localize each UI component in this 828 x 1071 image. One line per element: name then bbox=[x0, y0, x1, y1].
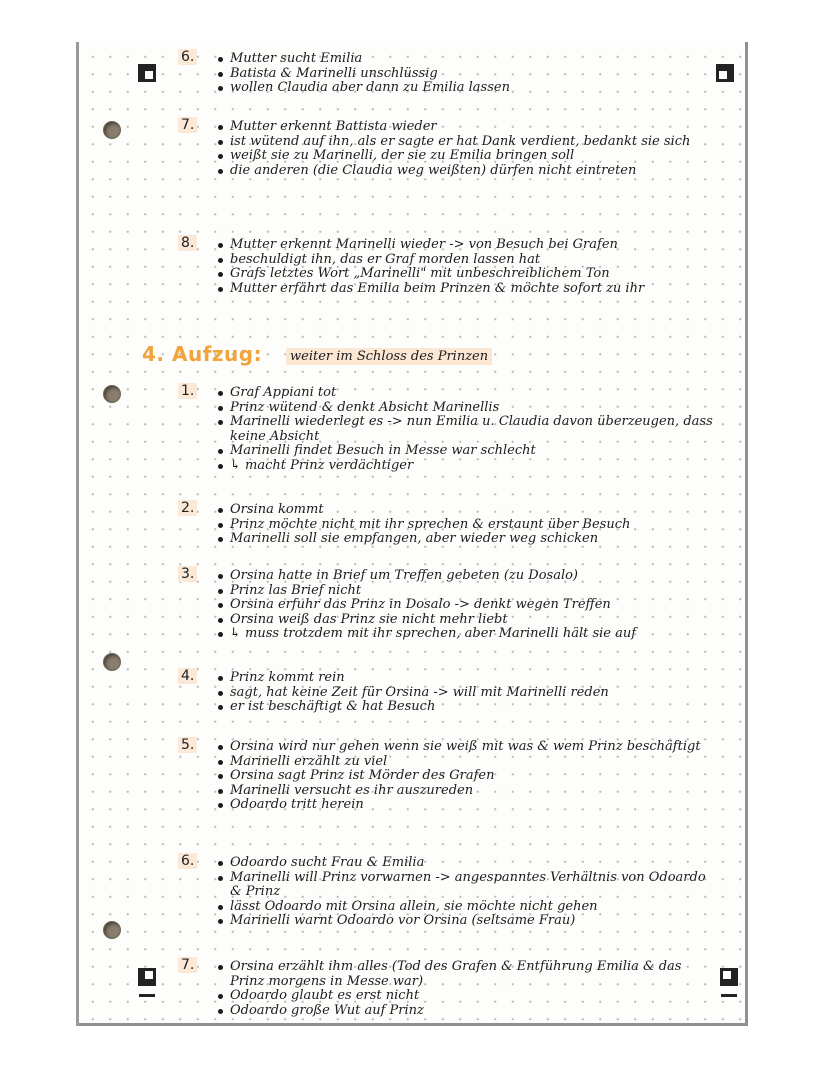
note-item: Odoardo sucht Frau & Emilia bbox=[218, 856, 718, 871]
scene-notes bbox=[218, 238, 713, 296]
scene-notes bbox=[218, 856, 718, 929]
note-item: Odoardo glaubt es erst nicht bbox=[218, 989, 708, 1004]
note-item: Prinz möchte nicht mit ihr sprechen & erstaunt über Besuch bbox=[218, 518, 728, 533]
scene-number: 1. bbox=[178, 383, 197, 399]
punch-hole bbox=[104, 654, 120, 670]
page-edge bbox=[76, 42, 79, 1026]
punch-hole bbox=[104, 122, 120, 138]
note-item: wollen Claudia aber dann zu Emilia lassen bbox=[218, 81, 688, 96]
note-item: lässt Odoardo mit Orsina allein, sie möchte nicht gehen bbox=[218, 900, 718, 915]
note-item: beschuldigt ihn, das er Graf morden lassen hat bbox=[218, 253, 713, 268]
note-item: sagt, hat keine Zeit für Orsina -> will mit Marinelli reden bbox=[218, 686, 718, 701]
note-item: Prinz wütend & denkt Absicht Marinellis bbox=[218, 401, 718, 416]
note-item: ↳ muss trotzdem mit ihr sprechen, aber Marinelli hält sie auf bbox=[218, 627, 728, 642]
note-item: Orsina kommt bbox=[218, 503, 728, 518]
act-subtitle: weiter im Schloss des Prinzen bbox=[286, 348, 492, 365]
note-item: Marinelli wiederlegt es -> nun Emilia u. Claudia davon überzeugen, dass keine Absicht bbox=[218, 415, 718, 444]
punch-hole bbox=[104, 922, 120, 938]
scan-marker-top-left bbox=[138, 64, 156, 82]
scene-number: 6. bbox=[178, 49, 197, 65]
note-item: Orsina sagt Prinz ist Mörder des Grafen bbox=[218, 769, 718, 784]
note-item: Mutter sucht Emilia bbox=[218, 52, 688, 67]
note-item: Grafs letztes Wort „Marinelli" mit unbeschreiblichem Ton bbox=[218, 267, 713, 282]
note-item: Orsina erfuhr das Prinz in Dosalo -> denkt wegen Treffen bbox=[218, 598, 728, 613]
scene-notes bbox=[218, 52, 688, 96]
note-item: Mutter erfährt das Emilia beim Prinzen & möchte sofort zu ihr bbox=[218, 282, 713, 297]
note-item: ↳ macht Prinz verdächtiger bbox=[218, 459, 718, 474]
scene-number: 2. bbox=[178, 500, 197, 516]
scene-number: 6. bbox=[178, 853, 197, 869]
note-item: die anderen (die Claudia weg weißten) dürfen nicht eintreten bbox=[218, 164, 713, 179]
scan-marker-bar bbox=[721, 994, 737, 997]
scene-number: 3. bbox=[178, 566, 197, 582]
scan-marker-top-right bbox=[716, 64, 734, 82]
scene-number: 7. bbox=[178, 117, 197, 133]
scene-notes bbox=[218, 740, 718, 813]
scene-number: 5. bbox=[178, 737, 197, 753]
note-item: er ist beschäftigt & hat Besuch bbox=[218, 700, 718, 715]
note-item: ist wütend auf ihn, als er sagte er hat Dank verdient, bedankt sie sich bbox=[218, 135, 713, 150]
note-item: Prinz kommt rein bbox=[218, 671, 718, 686]
note-item: Mutter erkennt Battista wieder bbox=[218, 120, 713, 135]
scene-notes bbox=[218, 120, 713, 178]
scene-notes bbox=[218, 503, 728, 547]
punch-hole bbox=[104, 386, 120, 402]
note-item: Prinz las Brief nicht bbox=[218, 584, 728, 599]
scan-marker-bar bbox=[139, 994, 155, 997]
note-item: Mutter erkennt Marinelli wieder -> von Besuch bei Grafen bbox=[218, 238, 713, 253]
scene-notes bbox=[218, 960, 708, 1018]
note-item: Orsina weiß das Prinz sie nicht mehr liebt bbox=[218, 613, 728, 628]
note-item: Batista & Marinelli unschlüssig bbox=[218, 67, 688, 82]
scene-number: 7. bbox=[178, 957, 197, 973]
note-item: Orsina hatte in Brief um Treffen gebeten (zu Dosalo) bbox=[218, 569, 728, 584]
scene-notes bbox=[218, 671, 718, 715]
note-item: Orsina wird nur gehen wenn sie weiß mit was & wem Prinz beschäftigt bbox=[218, 740, 718, 755]
scan-marker-bottom-left bbox=[138, 968, 156, 986]
note-item: Odoardo große Wut auf Prinz bbox=[218, 1004, 708, 1019]
act-heading: 4. Aufzug: bbox=[142, 342, 263, 366]
note-item: Marinelli will Prinz vorwarnen -> angespanntes Verhältnis von Odoardo & Prinz bbox=[218, 871, 718, 900]
scene-notes bbox=[218, 386, 718, 473]
note-item: Orsina erzählt ihm alles (Tod des Grafen & Entführung Emilia & das Prinz morgens in Messe war) bbox=[218, 960, 708, 989]
note-item: Marinelli erzählt zu viel bbox=[218, 755, 718, 770]
scene-notes bbox=[218, 569, 728, 642]
scene-number: 8. bbox=[178, 235, 197, 251]
note-item: Marinelli soll sie empfangen, aber wieder weg schicken bbox=[218, 532, 728, 547]
note-item: Marinelli versucht es ihr auszureden bbox=[218, 784, 718, 799]
note-item: Marinelli findet Besuch in Messe war schlecht bbox=[218, 444, 718, 459]
scene-number: 4. bbox=[178, 668, 197, 684]
note-item: Graf Appiani tot bbox=[218, 386, 718, 401]
note-item: Odoardo tritt herein bbox=[218, 798, 718, 813]
note-item: weißt sie zu Marinelli, der sie zu Emilia bringen soll bbox=[218, 149, 713, 164]
note-item: Marinelli warnt Odoardo vor Orsina (seltsame Frau) bbox=[218, 914, 718, 929]
scan-marker-bottom-right bbox=[720, 968, 738, 986]
